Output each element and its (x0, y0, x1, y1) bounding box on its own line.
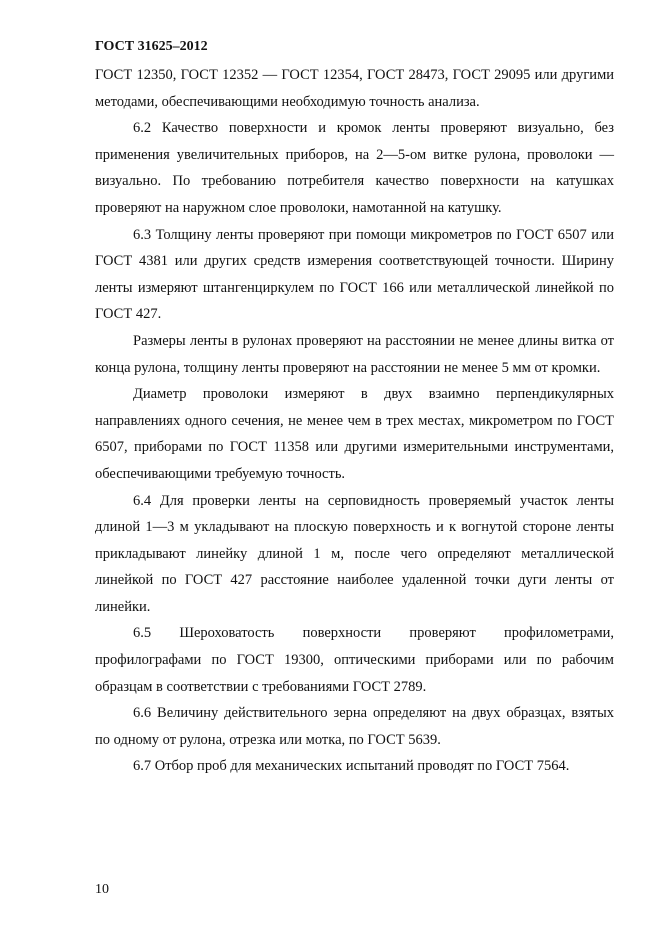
paragraph-6-5: 6.5 Шероховатость поверхности проверяют профилометрами, профилографами по ГОСТ 19300, оптическими приборами или по рабочим образцам в соответствии с требованиями ГОСТ 2789. (95, 625, 614, 695)
paragraph-wire-diameter: Диаметр проволоки измеряют в двух взаимно перпендикулярных направлениях одного сечения, не менее чем в трех местах, микрометром по ГОСТ 6507, приборами по ГОСТ 11358 или другими измерительными инструментами, обеспечивающими требуемую точность. (95, 386, 614, 482)
paragraph-dimensions: Размеры ленты в рулонах проверяют на расстоянии не менее длины витка от конца рулона, толщину ленты проверяют на расстоянии не менее 5 мм от кромки. (95, 332, 614, 376)
paragraph-6-2: 6.2 Качество поверхности и кромок ленты проверяют визуально, без применения увеличительных приборов, на 2—5-ом витке рулона, проволоки — визуально. По требованию потребителя качество поверхности на катушках проверяют на наружном слое проволоки, намотанной на катушку. (95, 120, 614, 216)
document-body (95, 62, 614, 780)
paragraph-6-6: 6.6 Величину действительного зерна определяют на двух образцах, взятых по одному от рулона, отрезка или мотка, по ГОСТ 5639. (95, 705, 614, 748)
page-number: 10 (95, 882, 109, 897)
paragraph-6-4: 6.4 Для проверки ленты на серповидность проверяемый участок ленты длиной 1—3 м укладывают на плоскую поверхность и к вогнутой стороне ленты прикладывают линейку длиной 1 м, после чего определяют металлической линейкой по ГОСТ 427 расстояние наиболее удаленной точки дуги ленты от линейки. (95, 492, 614, 615)
page-header-standard-id: ГОСТ 31625–2012 (95, 39, 208, 54)
paragraph-continuation: ГОСТ 12350, ГОСТ 12352 — ГОСТ 12354, ГОСТ 28473, ГОСТ 29095 или другими методами, обеспечивающими необходимую точность анализа. (95, 67, 614, 110)
paragraph-6-3: 6.3 Толщину ленты проверяют при помощи микрометров по ГОСТ 6507 или ГОСТ 4381 или других средств измерения соответствующей точности. Ширину ленты измеряют штангенциркулем по ГОСТ 166 или металлической линейкой по ГОСТ 427. (95, 226, 614, 323)
paragraph-6-7: 6.7 Отбор проб для механических испытаний проводят по ГОСТ 7564. (133, 758, 570, 775)
